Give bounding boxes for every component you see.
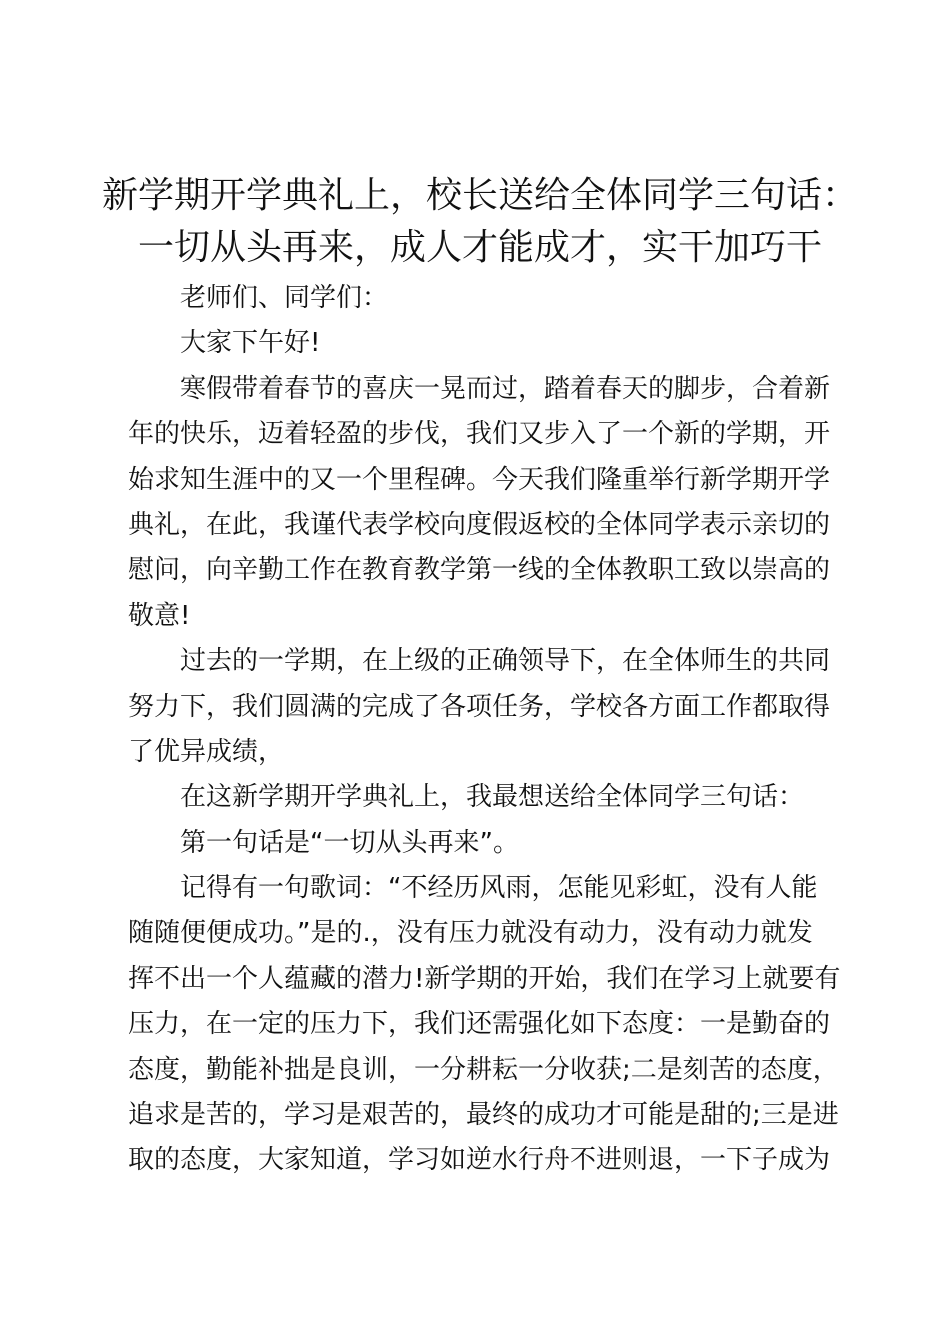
title-line-2: 一切从头再来，成人才能成才，实干加巧干	[137, 227, 822, 268]
paragraph-line: 挥不出一个人蕴藏的潜力!新学期的开始，我们在学习上就要有	[128, 963, 840, 994]
paragraph-line: 记得有一句歌词：“不经历风雨，怎能见彩虹，没有人能	[180, 873, 818, 904]
title-line-1: 新学期开学典礼上，校长送给全体同学三句话：	[101, 175, 858, 216]
paragraph-line: 典礼，在此，我谨代表学校向度假返校的全体同学表示亲切的	[128, 509, 831, 540]
paragraph-line: 寒假带着春节的喜庆一晃而过，踏着春天的脚步，合着新	[180, 373, 831, 404]
paragraph-line: 努力下，我们圆满的完成了各项任务，学校各方面工作都取得	[128, 691, 831, 722]
paragraph-line: 第一句话是“一切从头再来”。	[180, 827, 519, 858]
paragraph-line: 态度，勤能补拙是良训，一分耕耘一分收获;二是刻苦的态度，	[128, 1054, 839, 1085]
paragraph-line: 取的态度，大家知道，学习如逆水行舟不进则退，一下子成为	[128, 1145, 831, 1176]
paragraph-line: 追求是苦的，学习是艰苦的，最终的成功才可能是甜的;三是进	[128, 1100, 839, 1131]
greeting: 大家下午好!	[180, 328, 321, 359]
paragraph-line: 了优异成绩，	[128, 736, 285, 767]
paragraph-line: 在这新学期开学典礼上，我最想送给全体同学三句话：	[180, 782, 805, 813]
paragraph-line: 慰问，向辛勤工作在教育教学第一线的全体教职工致以崇高的	[128, 555, 831, 586]
paragraph-line: 压力，在一定的压力下，我们还需强化如下态度：一是勤奋的	[128, 1009, 831, 1040]
paragraph-line: 敬意!	[128, 600, 191, 631]
paragraph-line: 随随便便成功。”是的.，没有压力就没有动力，没有动力就发	[128, 918, 813, 949]
salutation: 老师们、同学们：	[180, 283, 389, 313]
paragraph-line: 过去的一学期，在上级的正确领导下，在全体师生的共同	[180, 646, 831, 677]
document-body	[128, 276, 840, 1184]
paragraph-line: 始求知生涯中的又一个里程碑。今天我们隆重举行新学期开学	[128, 464, 831, 495]
paragraph-line: 年的快乐，迈着轻盈的步伐，我们又步入了一个新的学期，开	[128, 419, 831, 450]
